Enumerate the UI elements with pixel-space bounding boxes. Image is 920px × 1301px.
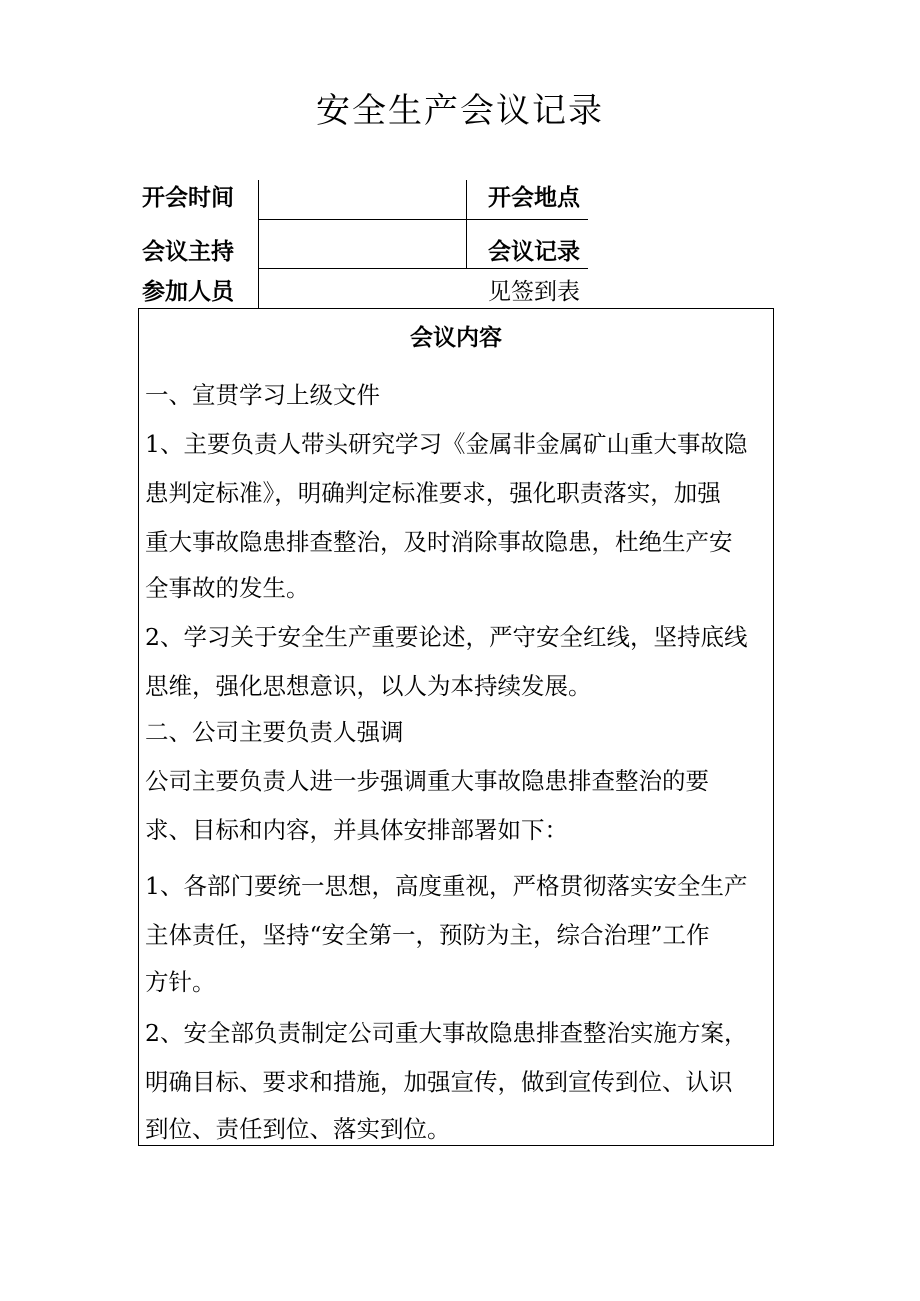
content-line: 公司主要负责人进一步强调重大事故隐患排查整治的要 [145, 767, 709, 795]
meeting-place-underline [466, 219, 588, 220]
content-line: 重大事故隐患排查整治，及时消除事故隐患，杜绝生产安 [145, 528, 733, 556]
meeting-place-label: 开会地点 [488, 185, 580, 211]
content-heading: 会议内容 [410, 325, 502, 351]
content-line: 明确目标、要求和措施，加强宣传，做到宣传到位、认识 [145, 1068, 733, 1096]
meeting-time-field[interactable] [258, 219, 467, 220]
content-line: 二、公司主要负责人强调 [145, 718, 404, 746]
content-line: 方针。 [145, 968, 216, 996]
content-line: 到位、责任到位、落实到位。 [145, 1115, 451, 1143]
document-title: 安全生产会议记录 [316, 91, 604, 131]
meeting-time-label: 开会时间 [142, 185, 234, 211]
divider-time-left [258, 180, 259, 220]
meeting-host-label: 会议主持 [142, 239, 234, 265]
content-line: 患判定标准》，明确判定标准要求，强化职责落实，加强 [145, 479, 721, 507]
content-line: 2、学习关于安全生产重要论述，严守安全红线，坚持底线 [145, 623, 748, 651]
divider-time-right [466, 180, 467, 220]
content-line: 求、目标和内容，并具体安排部署如下： [145, 816, 568, 844]
meeting-host-field[interactable] [258, 268, 467, 269]
meeting-recorder-underline [466, 268, 588, 269]
content-line: 1、各部门要统一思想，高度重视，严格贯彻落实安全生产 [145, 872, 748, 900]
content-line: 主体责任，坚持“安全第一，预防为主，综合治理”工作 [145, 921, 710, 949]
divider-host-left [258, 220, 259, 268]
attendees-label: 参加人员 [142, 279, 234, 305]
divider-host-right [466, 220, 467, 268]
meeting-recorder-label: 会议记录 [488, 239, 580, 265]
content-line: 1、主要负责人带头研究学习《金属非金属矿山重大事故隐 [145, 430, 748, 458]
content-line: 2、安全部负责制定公司重大事故隐患排查整治实施方案， [145, 1019, 748, 1047]
attendees-value: 见签到表 [488, 279, 580, 305]
content-line: 全事故的发生。 [145, 574, 310, 602]
content-line: 思维，强化思想意识，以人为本持续发展。 [145, 672, 592, 700]
content-line: 一、宣贯学习上级文件 [145, 381, 380, 409]
meeting-content-box [138, 308, 774, 1146]
divider-attendees [258, 268, 259, 308]
